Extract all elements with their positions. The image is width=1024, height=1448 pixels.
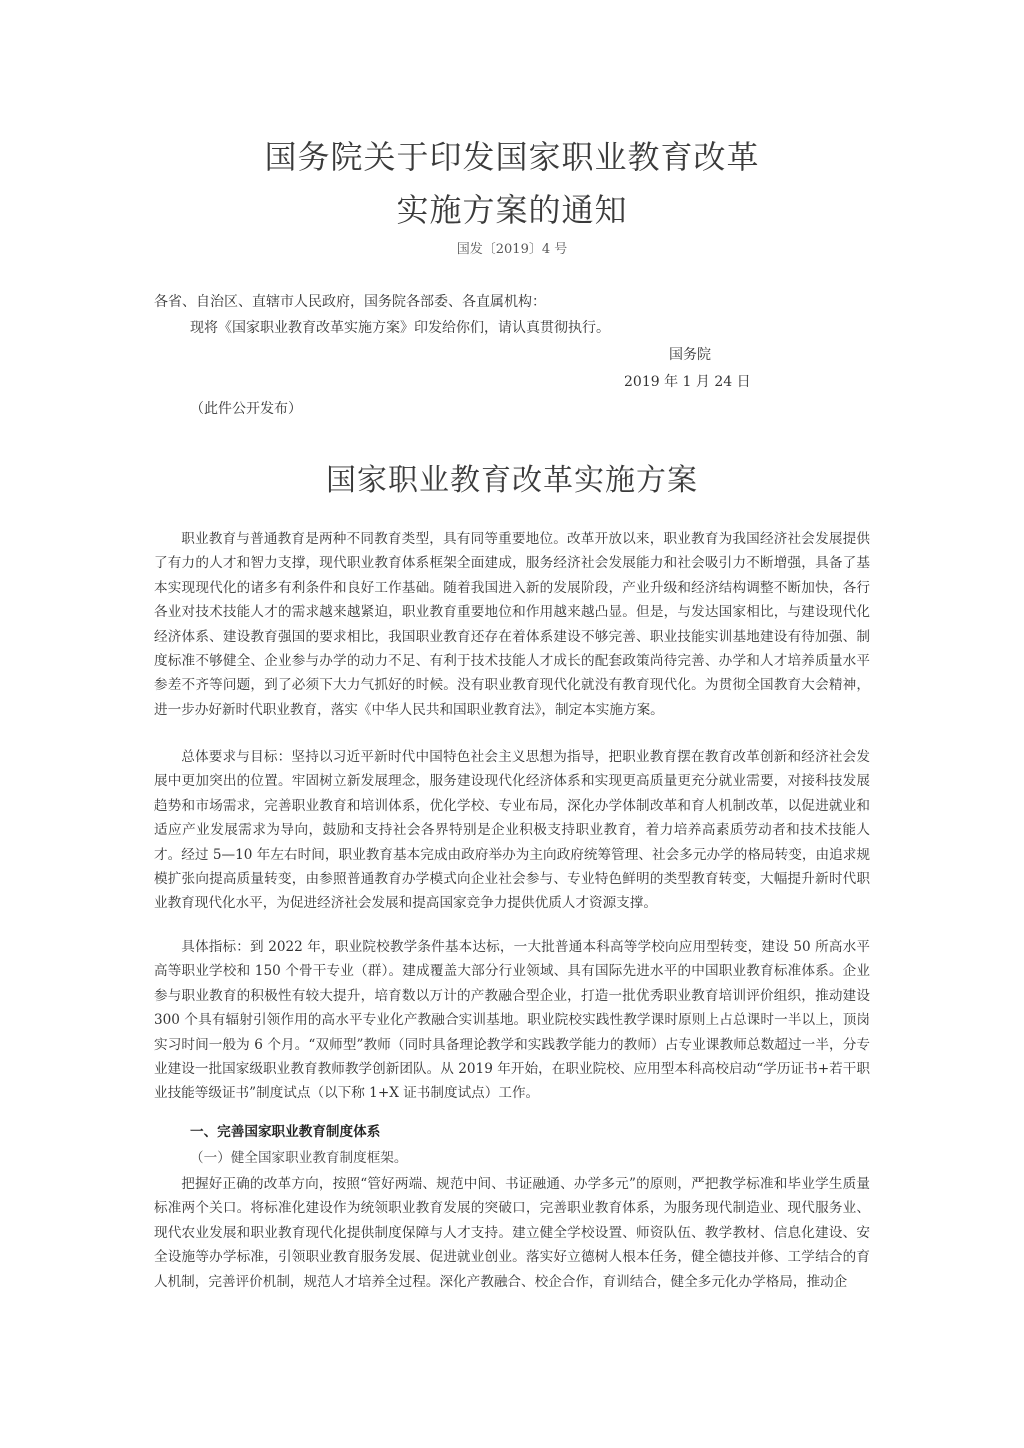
document-number: 国发〔2019〕4 号 <box>456 242 568 257</box>
paragraph-introduction: 职业教育与普通教育是两种不同教育类型，具有同等重要地位。改革开放以来，职业教育为我国经济社会发展提供了有力的人才和智力支撑，现代职业教育体系框架全面建成，服务经济社会发展能力和社会吸引力不断增强，具备了基本实现现代化的诸多有利条件和良好工作基础。随着我国进入新的发展阶段，产业升级和经济结构调整不断加快，各行各业对技术技能人才的需求越来越紧迫，职业教育重要地位和作用越来越凸显。但是，与发达国家相比，与建设现代化经济体系、建设教育强国的要求相比，我国职业教育还存在着体系建设不够完善、职业技能实训基地建设有待加强、制度标准不够健全、企业参与办学的动力不足、有利于技术技能人才成长的配套政策尚待完善、办学和人才培养质量水平参差不齐等问题，到了必须下大力气抓好的时候。没有职业教育现代化就没有教育现代化。为贯彻全国教育大会精神，进一步办好新时代职业教育，落实《中华人民共和国职业教育法》，制定本实施方案。 <box>154 531 870 718</box>
paragraph-reform-direction: 把握好正确的改革方向，按照“管好两端、规范中间、书证融通、办学多元”的原则，严把教学标准和毕业学生质量标准两个关口。将标准化建设作为统领职业教育发展的突破口，完善职业教育体系，为服务现代制造业、现代服务业、现代农业发展和职业教育现代化提供制度保障与人才支持。建立健全学校设置、师资队伍、教学教材、信息化建设、安全设施等办学标准，引领职业教育服务发展、促进就业创业。落实好立德树人根本任务，健全德技并修、工学结合的育人机制，完善评价机制，规范人才培养全过程。深化产教融合、校企合作，育训结合，健全多元化办学格局，推动企 <box>154 1176 870 1290</box>
issue-date: 2019 年 1 月 24 日 <box>624 374 751 390</box>
paragraph-specific-indicators: 具体指标：到 2022 年，职业院校教学条件基本达标，一大批普通本科高等学校向应用型转变，建设 50 所高水平高等职业学校和 150 个骨干专业（群）。建成覆盖大部分行业领域、具有国际先进水平的中国职业教育标准体系。企业参与职业教育的积极性有较大提升，培育数以万计的产教融合型企业，打造一批优秀职业教育培训评价组织，推动建设 300 个具有辐射引领作用的高水平专业化产教融合实训基地。职业院校实践性教学课时原则上占总课时一半以上，顶岗实习时间一般为 6 个月。“双师型”教师（同时具备理论教学和实践教学能力的教师）占专业课教师总数超过一半，分专业建设一批国家级职业教育教师教学创新团队。从 2019 年开始，在职业院校、应用型本科高校启动“学历证书+若干职业技能等级证书”制度试点（以下称 1+X 证书制度试点）工作。 <box>154 939 870 1102</box>
section-heading-1: 一、完善国家职业教育制度体系 <box>190 1124 381 1140</box>
notice-body: 现将《国家职业教育改革实施方案》印发给你们，请认真贯彻执行。 <box>190 320 610 336</box>
paragraph-overall-goals: 总体要求与目标：坚持以习近平新时代中国特色社会主义思想为指导，把职业教育摆在教育改革创新和经济社会发展中更加突出的位置。牢固树立新发展理念，服务建设现代化经济体系和实现更高质量更充分就业需要，对接科技发展趋势和市场需求，完善职业教育和培训体系，优化学校、专业布局，深化办学体制改革和育人机制改革，以促进就业和适应产业发展需求为导向，鼓励和支持社会各界特别是企业积极支持职业教育，着力培养高素质劳动者和技术技能人才。经过 5—10 年左右时间，职业教育基本完成由政府举办为主向政府统筹管理、社会多元办学的格局转变，由追求规模扩张向提高质量转变，由参照普通教育办学模式向企业社会参与、专业特色鲜明的类型教育转变，大幅提升新时代职业教育现代化水平，为促进经济社会发展和提高国家竞争力提供优质人才资源支撑。 <box>154 749 870 912</box>
public-release-note: （此件公开发布） <box>190 401 302 417</box>
subsection-heading-1-1: （一）健全国家职业教育制度框架。 <box>190 1150 408 1166</box>
plan-title: 国家职业教育改革实施方案 <box>326 463 698 498</box>
notice-title-line1: 国务院关于印发国家职业教育改革 <box>264 138 760 176</box>
notice-title-line2: 实施方案的通知 <box>396 191 628 229</box>
issuer: 国务院 <box>669 347 711 363</box>
addressee: 各省、自治区、直辖市人民政府，国务院各部委、各直属机构： <box>154 294 546 310</box>
